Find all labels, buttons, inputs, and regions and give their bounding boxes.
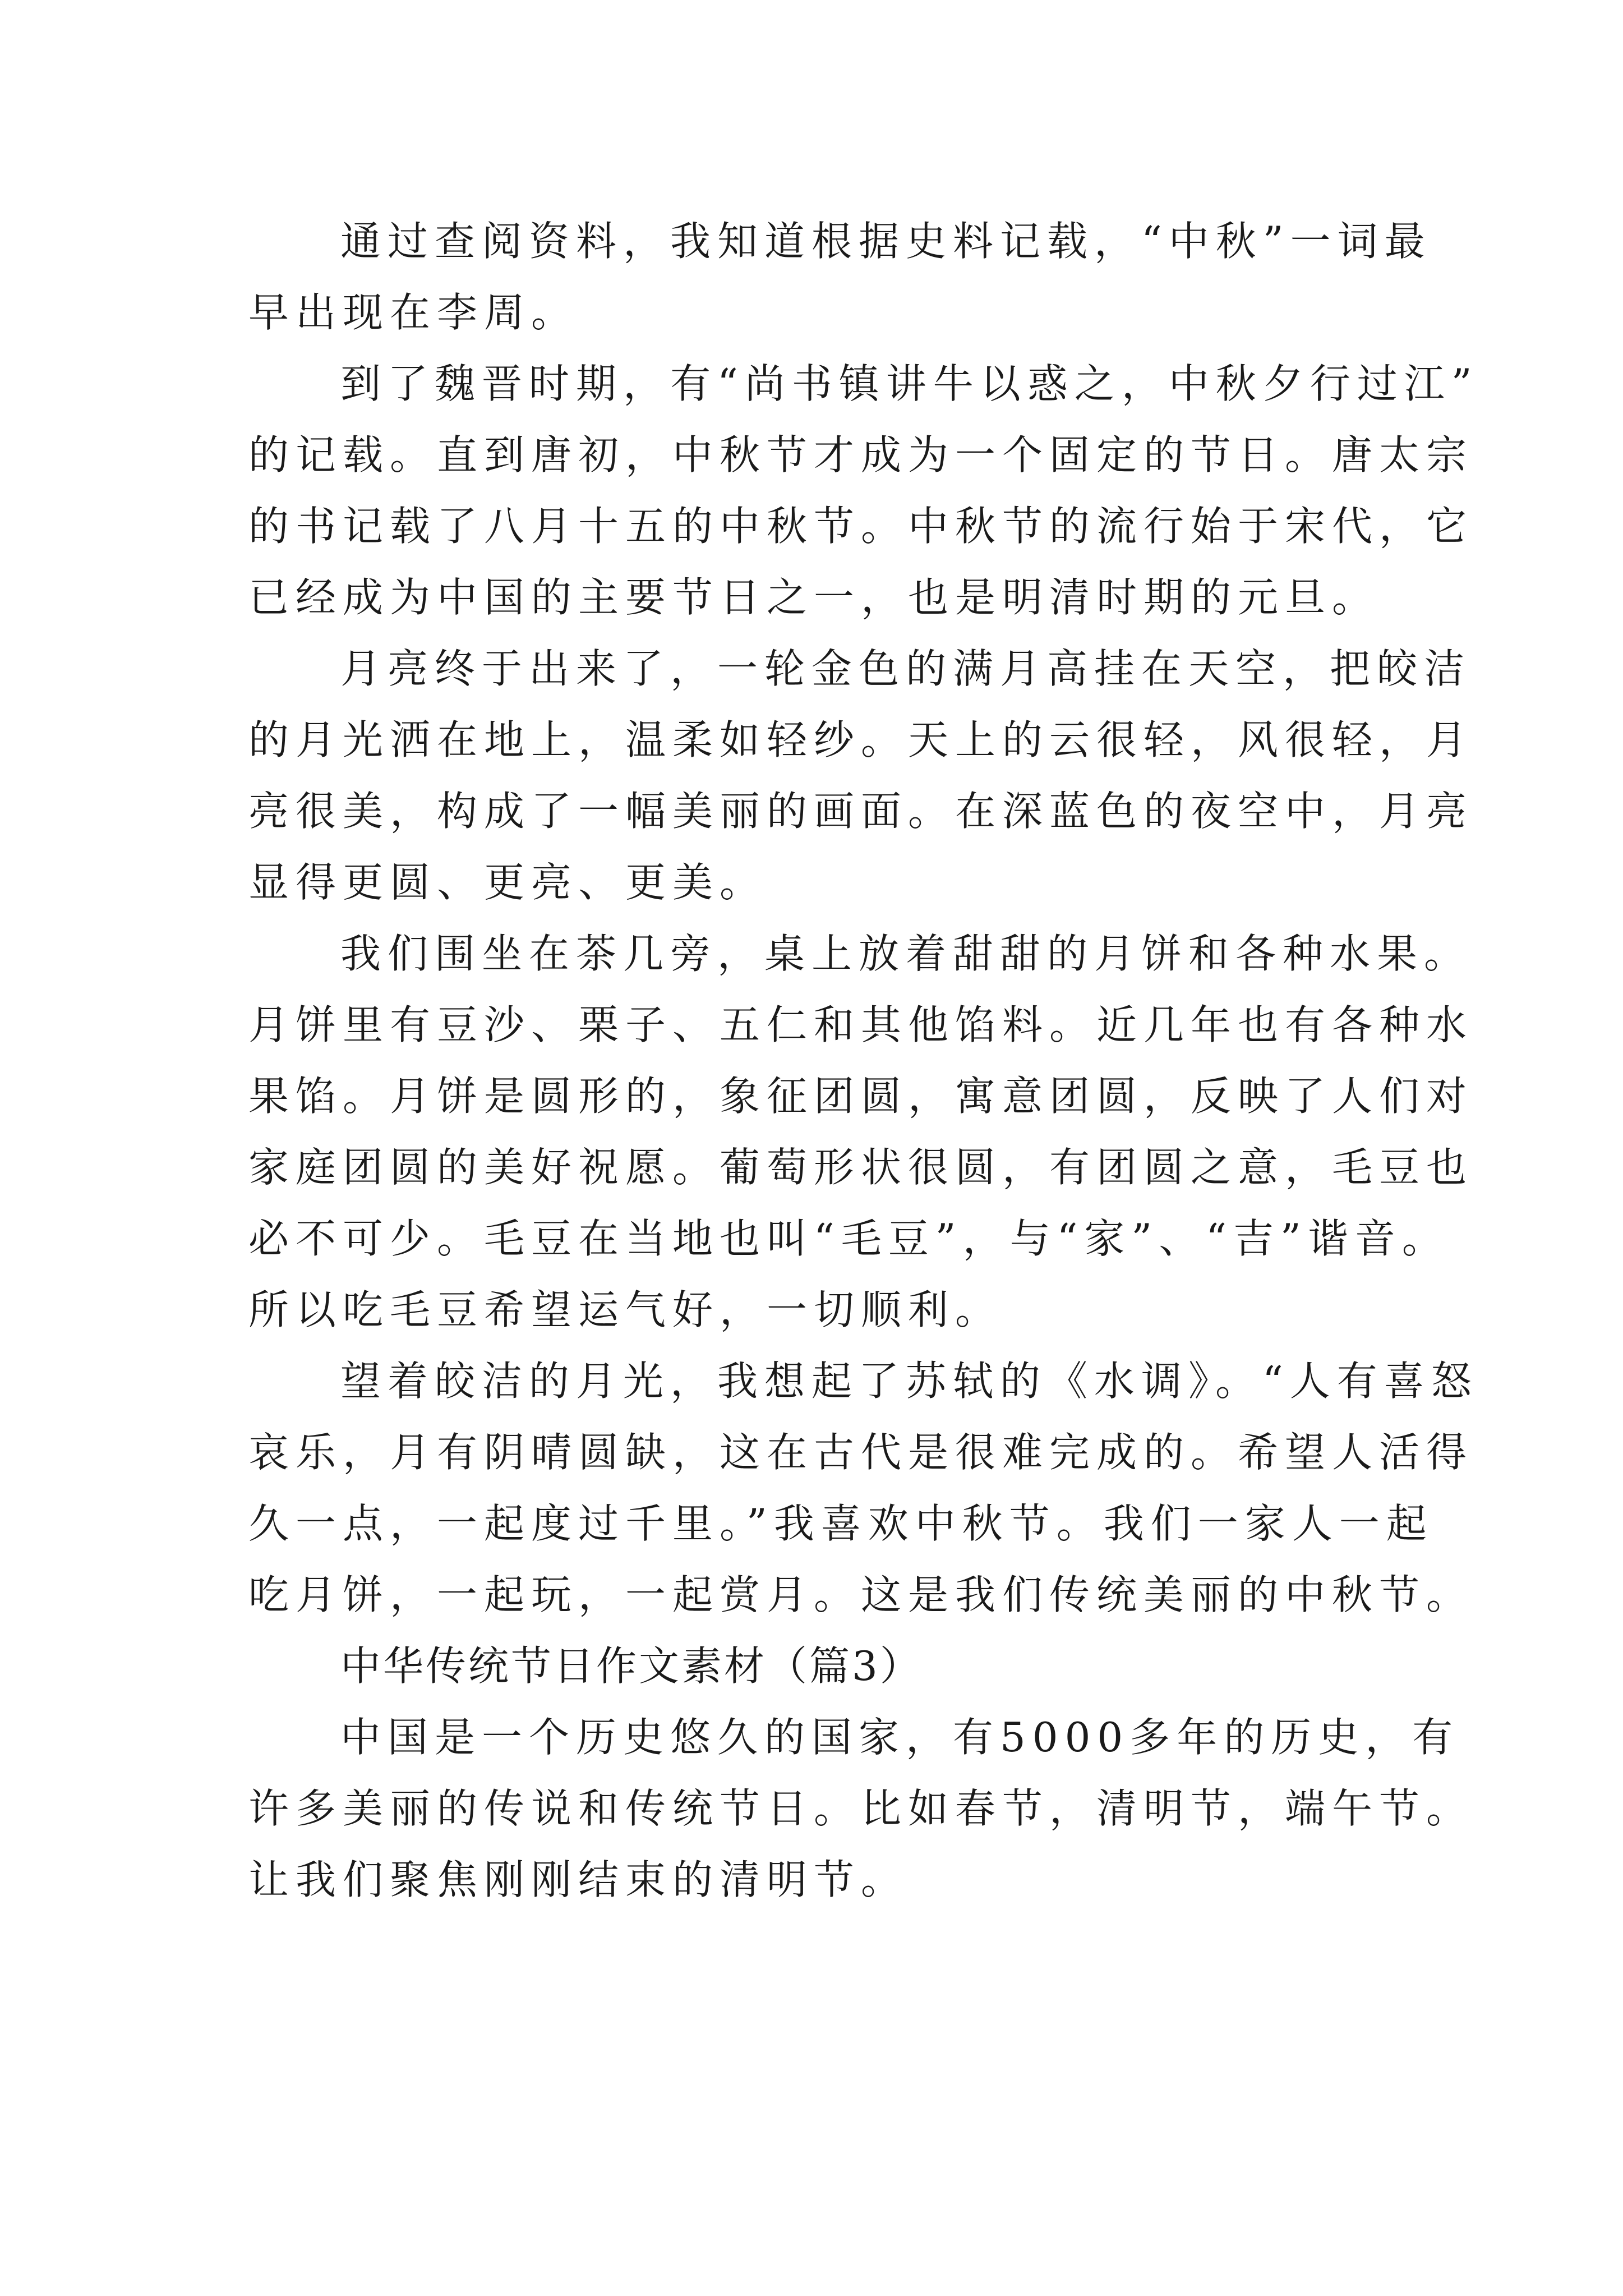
paragraph bbox=[248, 358, 1479, 643]
text-line: 所以吃毛豆希望运气好，一切顺利。 bbox=[248, 1286, 1003, 1333]
text-line: 果馅。月饼是圆形的，象征团圆，寓意团圆，反映了人们对 bbox=[248, 1073, 1474, 1120]
text-line: 月饼里有豆沙、栗子、五仁和其他馅料。近几年也有各种水 bbox=[248, 1001, 1474, 1048]
text-line: 我们围坐在茶几旁，桌上放着甜甜的月饼和各种水果。 bbox=[340, 930, 1472, 977]
text-line: 到了魏晋时期，有“尚书镇讲牛以惑之，中秋夕行过江” bbox=[340, 360, 1479, 407]
paragraph bbox=[248, 928, 1474, 1356]
text-line: 望着皎洁的月光，我想起了苏轼的《水调》。“人有喜怒 bbox=[340, 1358, 1478, 1405]
text-line: 的记载。直到唐初，中秋节才成为一个固定的节日。唐太宗 bbox=[248, 431, 1474, 478]
text-line: 早出现在李周。 bbox=[248, 289, 579, 336]
text-line: 的书记载了八月十五的中秋节。中秋节的流行始于宋代，它 bbox=[248, 503, 1474, 550]
text-line: 中国是一个历史悠久的国家，有5000多年的历史，有 bbox=[340, 1714, 1460, 1761]
text-line: 月亮终于出来了，一轮金色的满月高挂在天空，把皎洁 bbox=[340, 645, 1472, 692]
document-body bbox=[248, 216, 1479, 1926]
text-line: 必不可少。毛豆在当地也叫“毛豆”，与“家”、“吉”谐音。 bbox=[248, 1215, 1449, 1262]
text-line: 显得更圆、更亮、更美。 bbox=[248, 859, 767, 906]
text-line: 通过查阅资料，我知道根据史料记载，“中秋”一词最 bbox=[340, 218, 1432, 265]
paragraph bbox=[248, 1712, 1474, 1926]
text-line: 的月光洒在地上，温柔如轻纱。天上的云很轻，风很轻，月 bbox=[248, 716, 1474, 763]
text-line: 许多美丽的传说和传统节日。比如春节，清明节，端午节。 bbox=[248, 1785, 1474, 1832]
text-line: 吃月饼，一起玩，一起赏月。这是我们传统美丽的中秋节。 bbox=[248, 1571, 1474, 1618]
text-line: 哀乐，月有阴晴圆缺，这在古代是很难完成的。希望人活得 bbox=[248, 1429, 1474, 1476]
text-line: 久一点，一起度过千里。”我喜欢中秋节。我们一家人一起 bbox=[248, 1500, 1433, 1547]
paragraph bbox=[248, 216, 1432, 358]
section-heading: 中华传统节日作文素材（篇3） bbox=[340, 1642, 923, 1690]
text-line: 已经成为中国的主要节日之一，也是明清时期的元旦。 bbox=[248, 574, 1380, 621]
text-line: 亮很美，构成了一幅美丽的画面。在深蓝色的夜空中，月亮 bbox=[248, 788, 1474, 835]
paragraph bbox=[248, 1356, 1478, 1641]
text-line: 让我们聚焦刚刚结束的清明节。 bbox=[248, 1856, 909, 1903]
text-line: 家庭团圆的美好祝愿。葡萄形状很圆，有团圆之意，毛豆也 bbox=[248, 1144, 1474, 1191]
paragraph bbox=[248, 643, 1474, 928]
